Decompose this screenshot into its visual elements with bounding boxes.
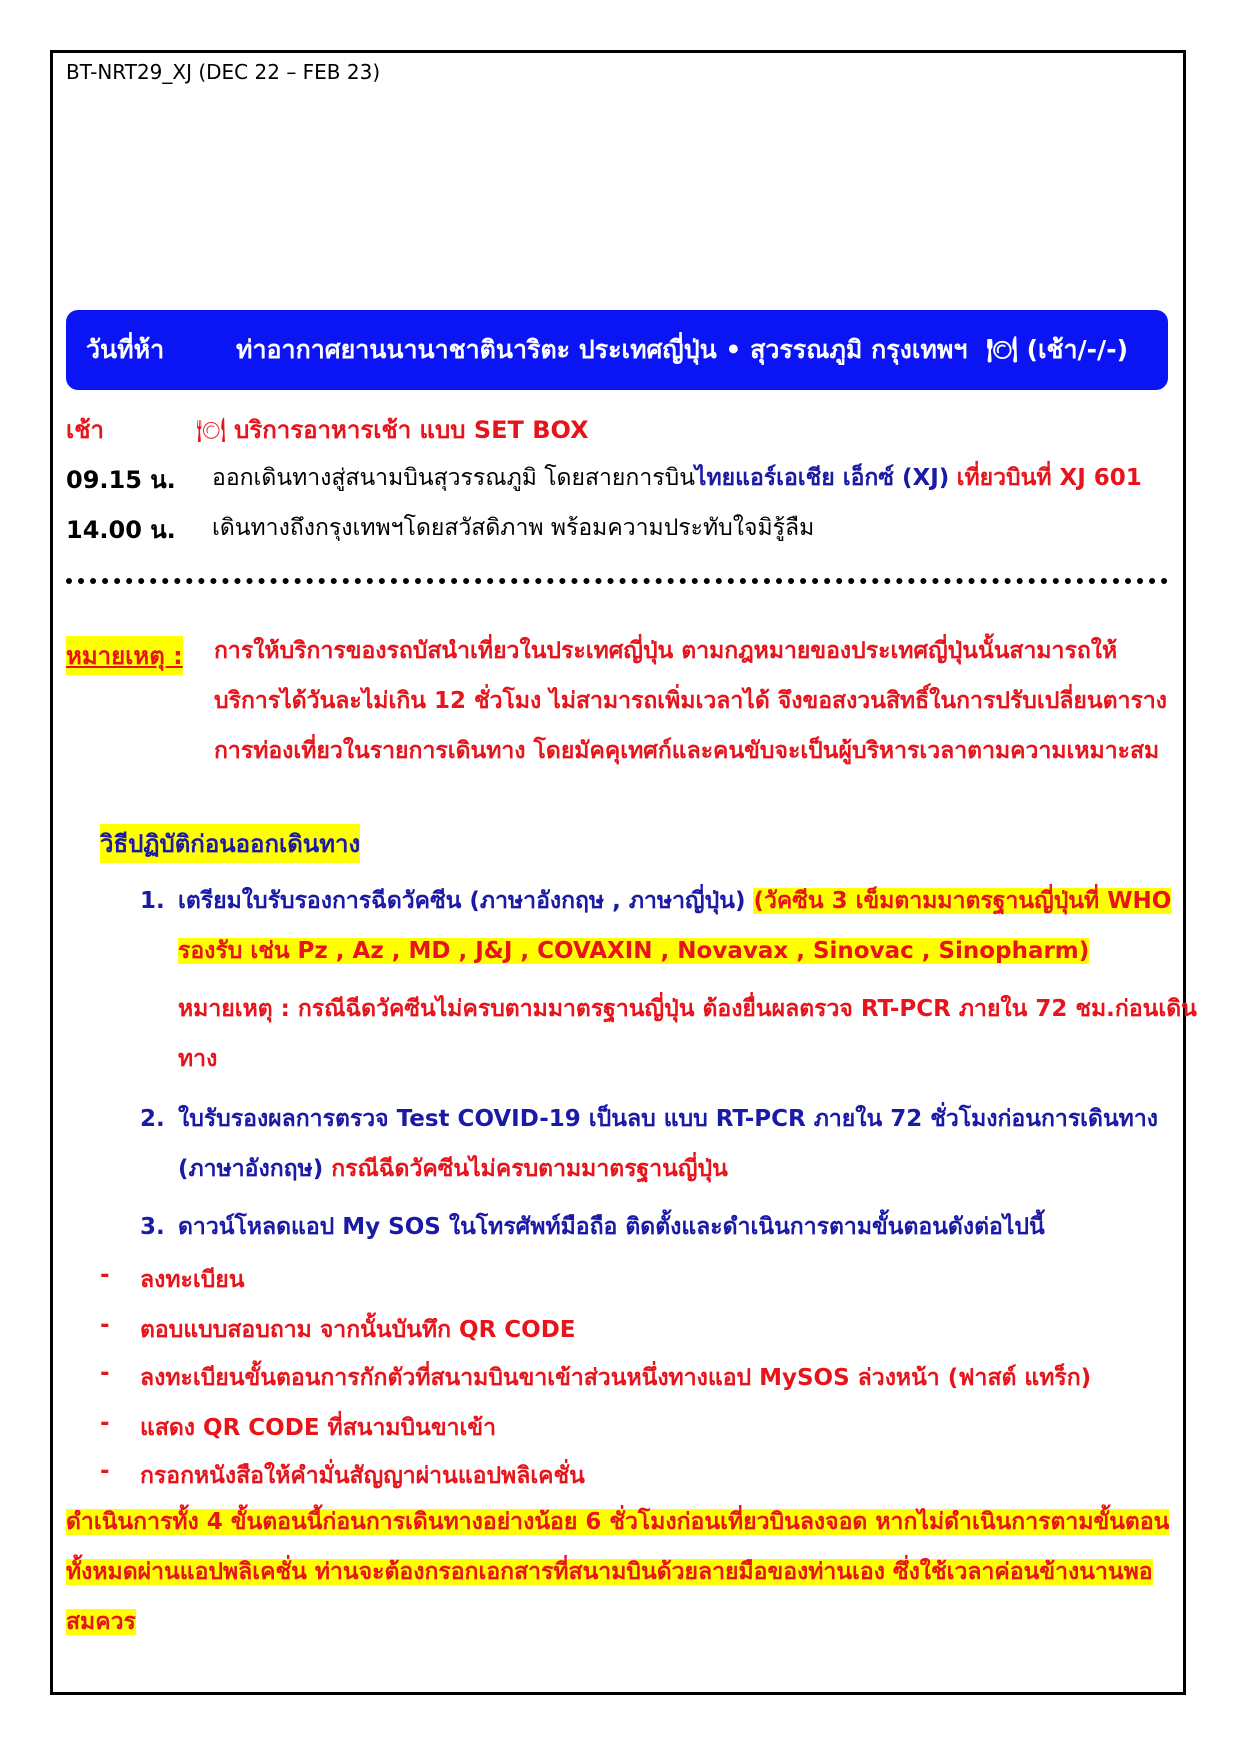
final-text: ดำเนินการทั้ง 4 ขั้นตอนนี้ก่อนการเดินทางอย่างน้อย 6 ชั่วโมงก่อนเที่ยวบินลงจอด หากไม่ดำเนินการตามขั้นตอนทั้งหมดผ่านแอปพลิเคชั่น ท่านจะต้องกรอกเอกสารที่สนามบินด้วยลายมือของท่านเอง ซึ่งใช้เวลาค่อนข้างนานพอสมควร	[66, 1509, 1170, 1635]
day-header-bar	[66, 310, 1168, 390]
schedule-time: เช้า	[66, 416, 104, 444]
schedule-row-breakfast	[66, 410, 104, 449]
schedule-text-breakfast	[196, 410, 589, 449]
schedule-text-flight	[212, 460, 1142, 496]
item-condition: กรณีฉีดวัคซีนไม่ครบตามมาตรฐานญี่ปุ่น	[331, 1156, 728, 1182]
schedule-text-arrival: เดินทางถึงกรุงเทพฯโดยสวัสดิภาพ พร้อมความประทับใจมิรู้ลืม	[212, 515, 815, 541]
schedule-text: บริการอาหารเช้า แบบ SET BOX	[234, 416, 589, 444]
item-number: 1.	[140, 888, 165, 914]
dotted-divider	[66, 578, 1168, 584]
item-text: ดาวน์โหลดแอป My SOS ในโทรศัพท์มือถือ ติดตั้งและดำเนินการตามขั้นตอนดังต่อไปนี้	[178, 1214, 1045, 1240]
item-number: 3.	[140, 1214, 165, 1240]
airline-name: ไทยแอร์เอเชีย เอ็กซ์ (XJ)	[694, 465, 950, 491]
day-label: วันที่ห้า	[86, 335, 165, 364]
page-frame	[50, 50, 1186, 1695]
final-instruction	[66, 1497, 1176, 1647]
flight-number: เที่ยวบินที่ XJ 601	[956, 465, 1142, 491]
item-number: 2.	[140, 1106, 165, 1132]
vaccine-highlight: (วัคซีน 3 เข็มตามมาตรฐานญี่ปุ่นที่ WHO รองรับ เช่น Pz , Az , MD , J&J , COVAXIN , Novavax , Sinovac , Sinopharm)	[178, 888, 1172, 964]
plate-icon: 🍽	[196, 416, 227, 444]
schedule-time: 09.15 น.	[66, 466, 176, 494]
day-meals	[986, 330, 1128, 370]
item-text: เตรียมใบรับรองการฉีดวัคซีน (ภาษาอังกฤษ , ภาษาญี่ปุ่น)	[178, 888, 746, 914]
item-note: หมายเหตุ : กรณีฉีดวัคซีนไม่ครบตามมาตรฐานญี่ปุ่น ต้องยื่นผลตรวจ RT-PCR ภายใน 72 ชม.ก่อนเดินทาง	[178, 996, 1197, 1072]
note-label: หมายเหตุ :	[66, 636, 183, 675]
document-code: BT-NRT29_XJ (DEC 22 – FEB 23)	[66, 60, 381, 84]
plate-icon: 🍽	[986, 335, 1018, 364]
day-route: ท่าอากาศยานนานาชาตินาริตะ ประเทศญี่ปุ่น • สุวรรณภูมิ กรุงเทพฯ	[236, 335, 968, 364]
meal-text: (เช้า/-/-)	[1026, 335, 1128, 364]
note-text: การให้บริการของรถบัสนำเที่ยวในประเทศญี่ปุ่น ตามกฎหมายของประเทศญี่ปุ่นนั้นสามารถให้บริการได้วันละไม่เกิน 12 ชั่วโมง ไม่สามารถเพิ่มเวลาได้ จึงขอสงวนสิทธิ์ในการปรับเปลี่ยนตารางการท่องเที่ยวในรายการเดินทาง โดยมัคคุเทศก์และคนขับจะเป็นผู้บริหารเวลาตามความเหมาะสม	[214, 638, 1167, 764]
item-text: ใบรับรองผลการตรวจ Test COVID-19 เป็นลบ แบบ RT-PCR ภายใน 72 ชั่วโมงก่อนการเดินทาง (ภาษาอังกฤษ)	[178, 1106, 1158, 1182]
prep-title: วิธีปฏิบัติก่อนออกเดินทาง	[100, 824, 360, 863]
schedule-time: 14.00 น.	[66, 516, 176, 544]
schedule-text: ออกเดินทางสู่สนามบินสุวรรณภูมิ โดยสายการบิน	[212, 465, 695, 491]
